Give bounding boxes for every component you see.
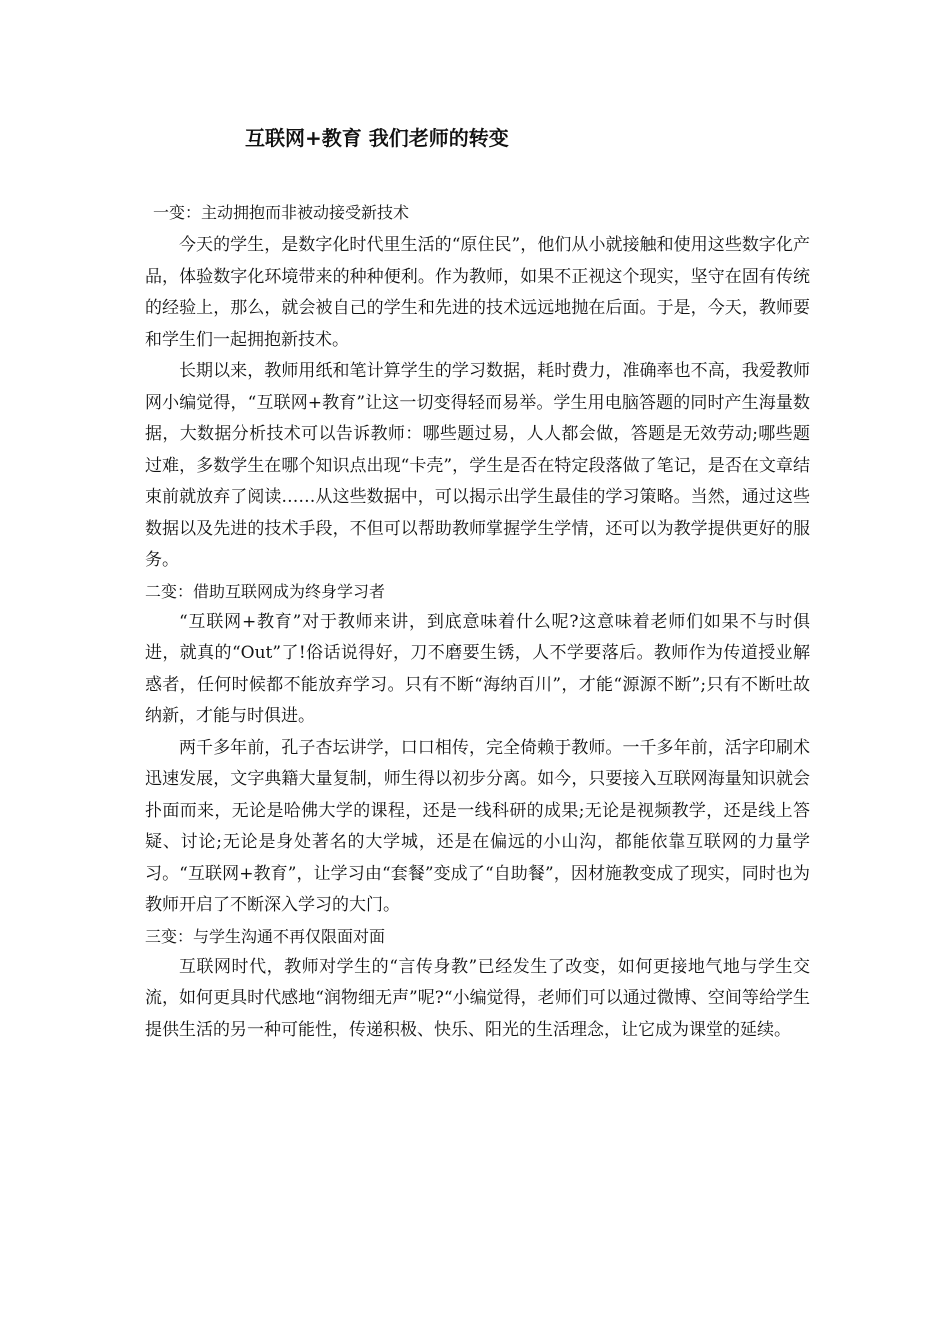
paragraph: 今天的学生，是数字化时代里生活的“原住民”，他们从小就接触和使用这些数字化产品，体验数字化环境带来的种种便利。作为教师，如果不正视这个现实，坚守在固有传统的经验上，那么，就会被自己的学生和先进的技术远远地抛在后面。于是，今天，教师要和学生们一起拥抱新技术。	[145, 235, 810, 350]
section-heading: 三变：与学生沟通不再仅限面对面	[145, 926, 386, 946]
section-1	[145, 198, 810, 577]
paragraph: 长期以来，教师用纸和笔计算学生的学习数据，耗时费力，准确率也不高，我爱教师网小编觉得，“互联网+教育”让这一切变得轻而易举。学生用电脑答题的同时产生海量数据，大数据分析技术可以告诉教师：哪些题过易，人人都会做，答题是无效劳动;哪些题过难，多数学生在哪个知识点出现“卡壳”，学生是否在特定段落做了笔记，是否在文章结束前就放弃了阅读……从这些数据中，可以揭示出学生最佳的学习策略。当然，通过这些数据以及先进的技术手段，不但可以帮助教师掌握学生学情，还可以为教学提供更好的服务。	[145, 361, 810, 570]
section-heading: 一变：主动拥抱而非被动接受新技术	[153, 203, 410, 222]
paragraph: 互联网时代，教师对学生的“言传身教”已经发生了改变，如何更接地气地与学生交流，如何更具时代感地“润物细无声”呢?“小编觉得，老师们可以通过微博、空间等给学生提供生活的另一种可能性，传递积极、快乐、阳光的生活理念，让它成为课堂的延续。	[145, 956, 810, 1040]
document-title: 互联网+教育 我们老师的转变	[245, 126, 509, 150]
paragraph: “互联网+教育”对于教师来讲，到底意味着什么呢?这意味着老师们如果不与时俱进，就真的“Out”了!俗话说得好，刀不磨要生锈，人不学要落后。教师作为传道授业解惑者，任何时候都不能放弃学习。只有不断“海纳百川”，才能“源源不断”;只有不断吐故纳新，才能与时俱进。	[145, 611, 810, 726]
document-page	[145, 118, 810, 1046]
section-heading: 二变：借助互联网成为终身学习者	[145, 581, 386, 601]
section-2	[145, 577, 810, 922]
paragraph: 两千多年前，孔子杏坛讲学，口口相传，完全倚赖于教师。一千多年前，活字印刷术迅速发展，文字典籍大量复制，师生得以初步分离。如今，只要接入互联网海量知识就会扑面而来，无论是哈佛大学的课程，还是一线科研的成果;无论是视频教学，还是线上答疑、讨论;无论是身处著名的大学城，还是在偏远的小山沟，都能依靠互联网的力量学习。“互联网+教育”，让学习由“套餐”变成了“自助餐”，因材施教变成了现实，同时也为教师开启了不断深入学习的大门。	[145, 737, 810, 915]
section-3	[145, 922, 810, 1047]
